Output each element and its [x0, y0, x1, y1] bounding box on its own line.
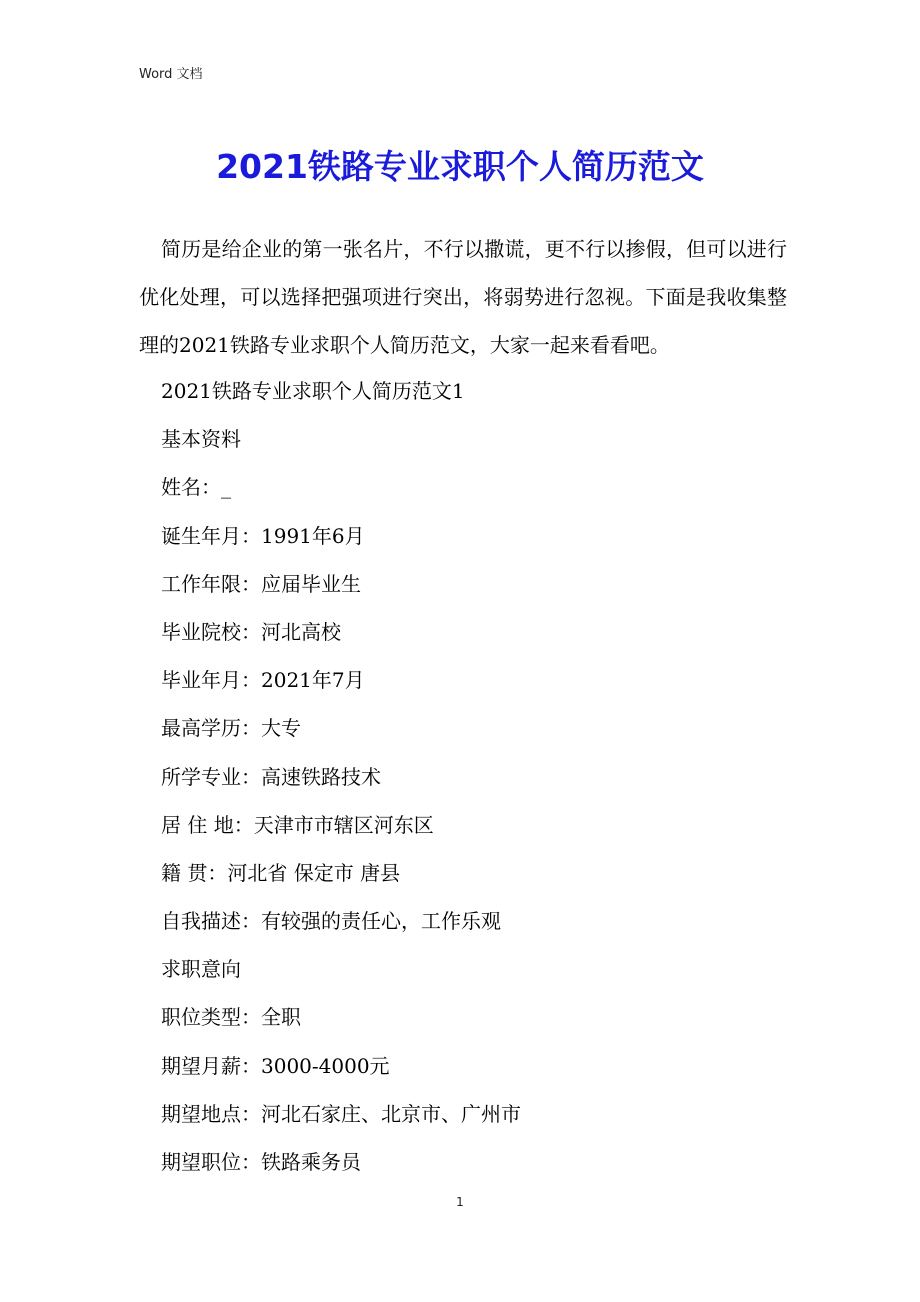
field-graduation-date: 毕业年月：2021年7月 [161, 668, 365, 693]
intro-paragraph: 简历是给企业的第一张名片，不行以撒谎，更不行以掺假，但可以进行优化处理，可以选择把强项进行突出，将弱势进行忽视。下面是我收集整理的2021铁路专业求职个人简历范文，大家一起来看看吧。 [139, 237, 787, 357]
field-expected-position: 期望职位：铁路乘务员 [161, 1150, 361, 1174]
document-header-label: Word 文档 [139, 67, 203, 82]
field-self-description: 自我描述：有较强的责任心，工作乐观 [161, 909, 501, 934]
field-native-place: 籍 贯：河北省 保定市 唐县 [161, 860, 401, 885]
resume-lines [161, 367, 521, 1186]
field-name: 姓名：_ [161, 475, 231, 500]
page-number: 1 [456, 1195, 464, 1209]
field-job-type: 职位类型：全职 [161, 1005, 301, 1030]
section-job-intention: 求职意向 [161, 957, 241, 982]
field-education: 最高学历：大专 [161, 716, 301, 741]
field-school: 毕业院校：河北高校 [161, 619, 341, 644]
field-work-years: 工作年限：应届毕业生 [161, 571, 361, 596]
field-residence: 居 住 地：天津市市辖区河东区 [161, 812, 434, 837]
field-expected-location: 期望地点：河北石家庄、北京市、广州市 [161, 1101, 521, 1126]
field-expected-salary: 期望月薪：3000-4000元 [161, 1053, 390, 1078]
section-basic-info: 基本资料 [161, 427, 241, 452]
document-title: 2021铁路专业求职个人简历范文 [216, 147, 704, 186]
resume-heading: 2021铁路专业求职个人简历范文1 [161, 379, 465, 403]
field-birth-date: 诞生年月：1991年6月 [161, 523, 365, 548]
field-major: 所学专业：高速铁路技术 [161, 764, 381, 789]
